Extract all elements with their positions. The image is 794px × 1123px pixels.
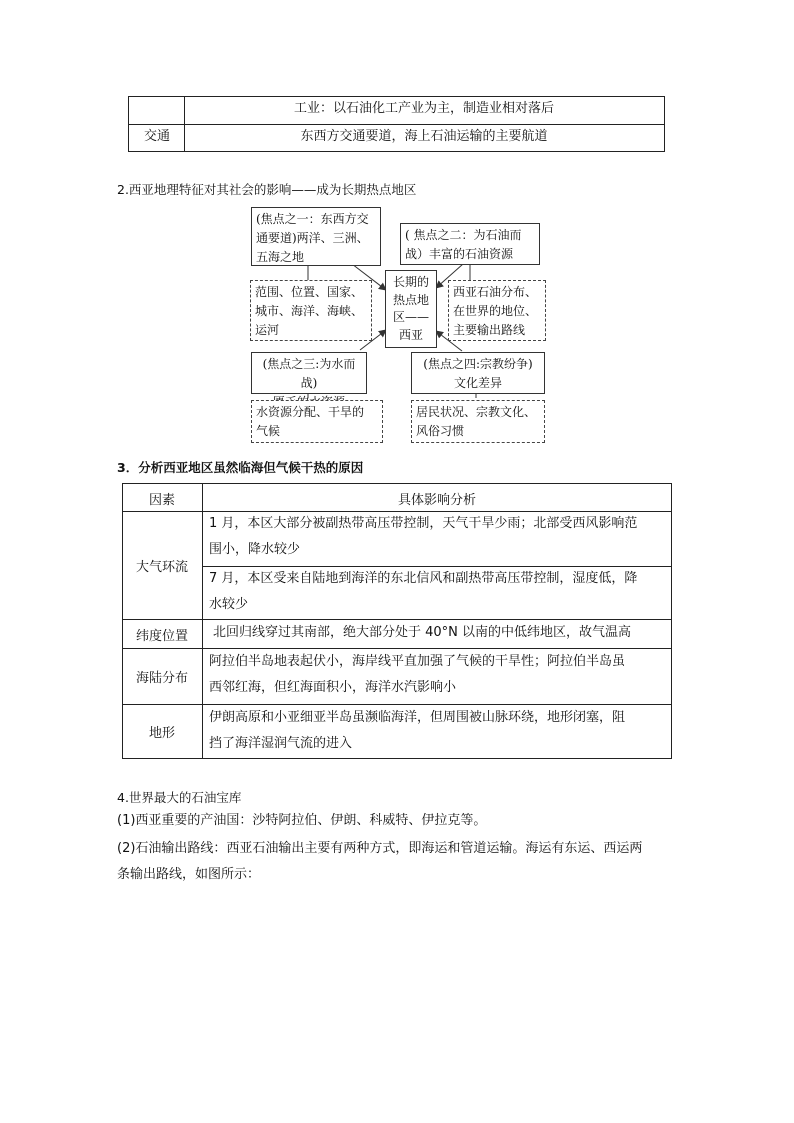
focus-3-detail-box — [251, 400, 383, 443]
paragraph: (1)西亚重要的产油国：沙特阿拉伯、伊朗、科威特、伊拉克等。 — [117, 813, 487, 828]
focus-4-box — [411, 352, 545, 394]
focus-3-box — [251, 352, 367, 394]
focus-2-line: 战）丰富的石油资源 — [405, 247, 514, 261]
focus-1-detail-line: 城市、海洋、海峡、 — [255, 304, 364, 318]
section-heading: 4.世界最大的石油宝库 — [117, 790, 242, 805]
center-topic-line: 长期的 — [392, 275, 429, 289]
focus-1-detail-line: 范围、位置、国家、 — [255, 285, 364, 299]
focus-4-line: 文化差异 — [453, 376, 502, 390]
table-cell-content: 东西方交通要道，海上石油运输的主要航道 — [300, 129, 548, 144]
focus-1-box — [251, 207, 381, 266]
analysis-line: 西邻红海，但红海面积小，海洋水汽影响小 — [209, 680, 457, 695]
paragraph: (2)石油输出路线：西亚石油输出主要有两种方式，即海运和管道运输。海运有东运、西运两 — [117, 841, 643, 856]
focus-4-line: (焦点之四:宗教纷争) — [423, 357, 533, 371]
focus-2-detail-box — [448, 280, 546, 341]
table-row-factor: 地形 — [148, 726, 175, 741]
focus-2-detail-line: 主要输出路线 — [453, 323, 526, 337]
focus-4-detail-line: 风俗习惯 — [416, 424, 465, 438]
section-heading: 2.西亚地理特征对其社会的影响——成为长期热点地区 — [117, 182, 417, 197]
analysis-line: 北回归线穿过其南部，绝大部分处于 40°N 以南的中低纬地区，故气温高 — [213, 625, 632, 640]
table-header-factor: 因素 — [148, 493, 175, 508]
focus-2-detail-line: 在世界的地位、 — [453, 304, 538, 318]
analysis-line: 挡了海洋湿润气流的进入 — [209, 736, 353, 751]
table-row-analysis — [209, 649, 669, 701]
analysis-line: 伊朗高原和小亚细亚半岛虽濒临海洋，但周围被山脉环绕，地形闭塞，阻 — [209, 710, 626, 725]
focus-1-line: (焦点之一：东西方交 — [256, 212, 369, 226]
table-row-factor: 海陆分布 — [135, 671, 188, 686]
analysis-line: 水较少 — [209, 597, 249, 612]
table-row-factor: 纬度位置 — [135, 629, 188, 644]
table-row-analysis — [209, 705, 669, 757]
analysis-line: 1 月，本区大部分被副热带高压带控制，天气干旱少雨；北部受西风影响范 — [209, 516, 638, 531]
analysis-line: 阿拉伯半岛地表起伏小，海岸线平直加强了气候的干旱性；阿拉伯半岛虽 — [209, 654, 626, 669]
section-heading: 3．分析西亚地区虽然临海但气候干热的原因 — [117, 460, 364, 475]
table-cell-label: 交通 — [143, 129, 170, 144]
center-topic-box — [385, 270, 437, 348]
focus-3-line: (焦点之三:为水而战) — [262, 357, 356, 390]
table-divider — [202, 484, 203, 758]
focus-1-line: 通要道)两洋、三洲、 — [256, 231, 369, 245]
table-row-analysis — [209, 511, 669, 563]
center-topic-line: 热点地 — [392, 292, 429, 307]
table-row-factor: 大气环流 — [135, 560, 188, 575]
table-cell-content: 工业：以石油化工产业为主，制造业相对落后 — [293, 101, 554, 116]
focus-1-detail-box — [250, 280, 372, 341]
table-row-analysis — [213, 620, 673, 646]
table-header-analysis: 具体影响分析 — [397, 493, 476, 508]
analysis-line: 7 月，本区受来自陆地到海洋的东北信风和副热带高压带控制，湿度低，降 — [209, 571, 638, 586]
focus-4-detail-box — [411, 400, 545, 443]
focus-4-detail-line: 居民状况、宗教文化、 — [416, 405, 537, 419]
focus-1-detail-line: 运河 — [255, 323, 280, 337]
focus-3-detail-line: 水资源分配、干旱的 — [256, 405, 365, 419]
diagram-arrows — [0, 0, 794, 470]
analysis-line: 围小，降水较少 — [209, 542, 301, 557]
focus-2-detail-line: 西亚石油分布、 — [453, 285, 538, 299]
focus-1-line: 五海之地 — [256, 250, 305, 264]
focus-2-line: ( 焦点之二：为石油而 — [405, 228, 522, 242]
focus-2-box — [400, 223, 540, 265]
paragraph: 条输出路线，如图所示： — [117, 867, 261, 882]
table-row-analysis — [209, 566, 669, 618]
center-topic-line: 区—— — [392, 310, 429, 324]
focus-3-detail-line: 气候 — [256, 424, 281, 438]
climate-analysis-table — [122, 483, 672, 759]
center-topic-line: 西亚 — [398, 327, 423, 342]
